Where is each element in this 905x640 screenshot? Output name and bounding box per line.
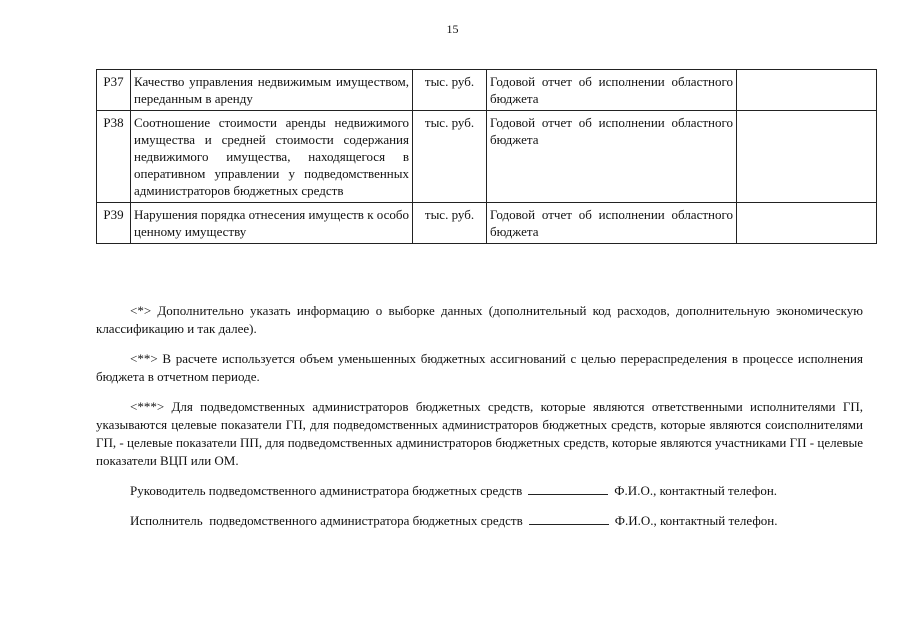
signature-label: Исполнитель подведомственного администратора бюджетных средств [130,513,523,528]
row-code: Р38 [97,111,131,203]
table-row [97,70,877,111]
page-number: 15 [446,22,459,36]
row-code: Р39 [97,203,131,244]
row-unit: тыс. руб. [413,111,487,203]
row-value [737,203,877,244]
signature-line-executor [130,512,865,530]
signature-suffix: Ф.И.О., контактный телефон. [614,513,778,528]
footnote: <*> Дополнительно указать информацию о выборке данных (дополнительный код расходов, дополнительную экономическую классификацию и так далее). [96,303,863,336]
table-row [97,111,877,203]
row-value [737,111,877,203]
row-source: Годовой отчет об исполнении областного бюджета [487,70,737,111]
signature-line-head [130,482,865,500]
footnote: <***> Для подведомственных администраторов бюджетных средств, которые являются ответственными исполнителями ГП, указываются целевые показатели ГП, для подведомственных администраторов бюджетных средств, которые являются соисполнителями ГП, - целевые показатели ПП, для подведомственных администраторов бюджетных средств, которые являются участниками ГП - целевые показатели ВЦП или ОМ. [96,399,863,468]
row-unit: тыс. руб. [413,203,487,244]
row-indicator-name: Качество управления недвижимым имуществом, переданным в аренду [131,70,413,111]
row-value [737,70,877,111]
footnotes [96,302,863,482]
signature-blank [529,512,609,525]
row-indicator-name: Нарушения порядка отнесения имуществ к особо ценному имуществу [131,203,413,244]
row-code: Р37 [97,70,131,111]
signature-suffix: Ф.И.О., контактный телефон. [614,483,778,498]
indicators-table [96,69,877,244]
footnote: <**> В расчете используется объем уменьшенных бюджетных ассигнований с целью перераспределения в процессе исполнения бюджета в отчетном периоде. [96,351,863,384]
row-unit: тыс. руб. [413,70,487,111]
row-indicator-name: Соотношение стоимости аренды недвижимого имущества и средней стоимости содержания недвижимого имущества, находящегося в оперативном управлении у подведомственных администраторов бюджетных средств [131,111,413,203]
table-row [97,203,877,244]
row-source: Годовой отчет об исполнении областного бюджета [487,111,737,203]
row-source: Годовой отчет об исполнении областного бюджета [487,203,737,244]
signature-blank [528,482,608,495]
signature-label: Руководитель подведомственного администратора бюджетных средств [130,483,523,498]
